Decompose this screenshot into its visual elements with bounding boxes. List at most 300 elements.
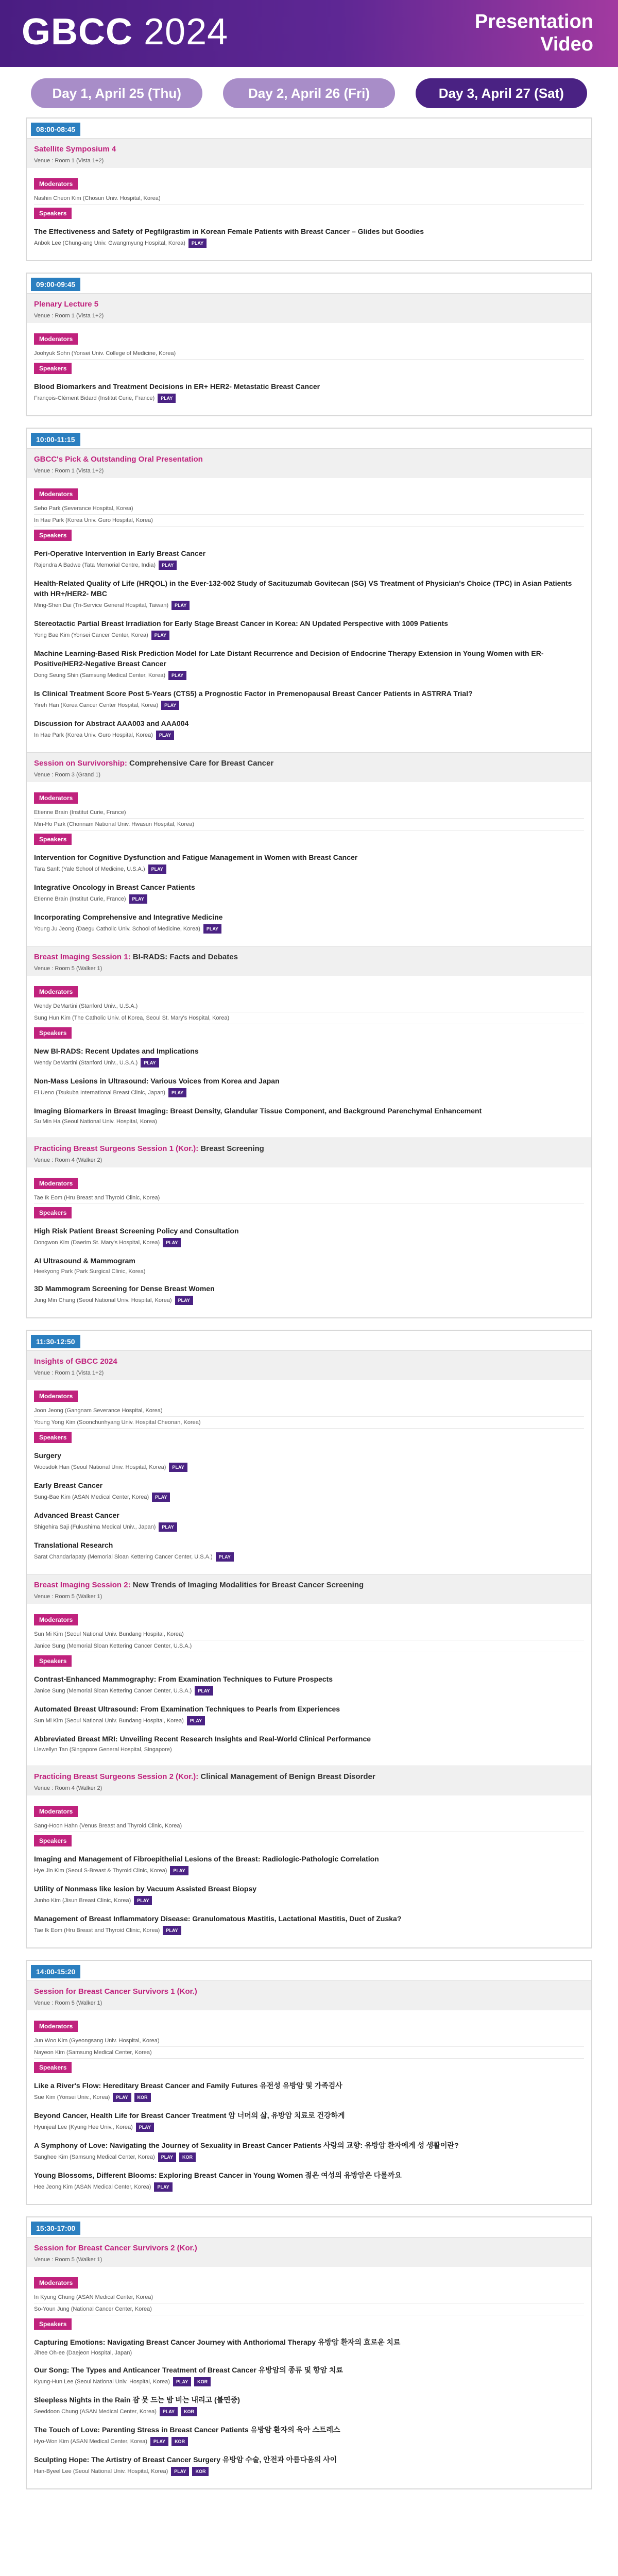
- session-body: [27, 782, 591, 946]
- time-header: [27, 429, 591, 448]
- talk-speaker-name: Anbok Lee (Chung-ang Univ. Gwangmyung Hospital, Korea): [34, 240, 185, 246]
- talk-title: New BI-RADS: Recent Updates and Implications: [34, 1047, 199, 1055]
- talk-title: Health-Related Quality of Life (HRQOL) in the Ever-132-002 Study of Sacituzumab Govitecan (SG) VS Treatment of Physician's Choice (TPC) in Asian Patients with HR+/HER2- MBC: [34, 579, 572, 598]
- session: [27, 138, 591, 260]
- session-title-main: Insights of GBCC 2024: [34, 1357, 117, 1366]
- talk-item: [34, 1222, 584, 1251]
- moderators-badge: Moderators: [34, 2021, 78, 2032]
- session: [27, 448, 591, 752]
- speakers-badge: Speakers: [34, 1207, 72, 1218]
- play-video-button[interactable]: PLAY: [203, 924, 221, 934]
- time-block: [26, 1330, 592, 1948]
- talk-title: Utility of Nonmass like lesion by Vacuum Assisted Breast Biopsy: [34, 1885, 257, 1893]
- talk-speaker-name: Han-Byeel Lee (Seoul National Univ. Hospital, Korea): [34, 2468, 168, 2475]
- header-title-line1: Presentation: [474, 11, 593, 32]
- talk-speaker: [34, 1686, 584, 1696]
- talk-speaker-name: Llewellyn Tan (Singapore General Hospital, Singapore): [34, 1747, 172, 1753]
- time-badge: 15:30-17:00: [31, 2222, 80, 2235]
- talk-title: Surgery: [34, 1451, 61, 1460]
- talk-speaker-name: Junho Kim (Jisun Breast Clinic, Korea): [34, 1897, 131, 1904]
- talk-speaker: [34, 1463, 584, 1472]
- session-body: [27, 1795, 591, 1947]
- session-body: [27, 168, 591, 260]
- talk-speaker-name: Hyunjeal Lee (Kyung Hee Univ., Korea): [34, 2124, 133, 2130]
- time-header: [27, 1331, 591, 1350]
- talk-item: [34, 1101, 584, 1129]
- language-badge: KOR: [134, 2093, 151, 2102]
- moderators-badge: Moderators: [34, 488, 78, 500]
- play-video-button[interactable]: PLAY: [159, 561, 177, 570]
- session-title-main: Satellite Symposium 4: [34, 145, 116, 154]
- talk-item: [34, 908, 584, 938]
- moderators-badge: Moderators: [34, 986, 78, 997]
- play-video-button[interactable]: PLAY: [129, 894, 147, 904]
- talk-title: Discussion for Abstract AAA003 and AAA004: [34, 719, 189, 727]
- talk-speaker-name: Shigehira Saji (Fukushima Medical Univ., Japan): [34, 1523, 156, 1530]
- talk-item: [34, 2361, 584, 2391]
- play-video-button[interactable]: PLAY: [161, 701, 179, 710]
- session-venue: Venue : Room 1 (Vista 1+2): [34, 1370, 104, 1376]
- talk-title: Abbreviated Breast MRI: Unveiling Recent Research Insights and Real-World Clinical Performance: [34, 1735, 371, 1743]
- talk-speaker-name: Yireh Han (Korea Cancer Center Hospital, Korea): [34, 702, 159, 708]
- talk-item: [34, 1476, 584, 1506]
- moderators-badge: Moderators: [34, 178, 78, 190]
- session-title[interactable]: [34, 300, 584, 309]
- play-video-button[interactable]: PLAY: [134, 1896, 152, 1905]
- talk-title: Contrast-Enhanced Mammography: From Examination Techniques to Future Prospects: [34, 1675, 333, 1683]
- time-header: [27, 1961, 591, 1980]
- session-title-main: Breast Imaging Session 1:: [34, 953, 131, 961]
- talk-item: [34, 1446, 584, 1476]
- talk-item: [34, 2136, 584, 2166]
- session-title-main: Breast Imaging Session 2:: [34, 1581, 131, 1589]
- talk-speaker-name: Janice Sung (Memorial Sloan Kettering Cancer Center, U.S.A.): [34, 1687, 192, 1694]
- talk-item: [34, 614, 584, 644]
- talk-speaker-name: Dongwon Kim (Daerim St. Mary's Hospital, Korea): [34, 1239, 160, 1246]
- session: [27, 1766, 591, 1947]
- talk-title: Incorporating Comprehensive and Integrative Medicine: [34, 913, 223, 921]
- talk-speaker: [34, 2467, 584, 2476]
- time-block: [26, 117, 592, 261]
- session-title-main: Session for Breast Cancer Survivors 2 (Kor.): [34, 2244, 197, 2252]
- talk-item: [34, 1251, 584, 1279]
- play-video-button[interactable]: PLAY: [156, 731, 174, 740]
- play-video-button[interactable]: PLAY: [160, 2407, 178, 2416]
- play-video-button[interactable]: PLAY: [168, 1088, 186, 1097]
- talk-speaker: [34, 631, 584, 640]
- moderator-name: So-Youn Jung (National Cancer Center, Korea): [34, 2303, 584, 2315]
- play-video-button[interactable]: PLAY: [175, 1296, 193, 1305]
- talk-speaker: [34, 1716, 584, 1725]
- talk-speaker: [34, 1058, 584, 1067]
- talk-speaker-name: Seeddoon Chung (ASAN Medical Center, Korea): [34, 2408, 157, 2415]
- talk-item: [34, 2076, 584, 2106]
- talk-title: Automated Breast Ultrasound: From Examination Techniques to Pearls from Experiences: [34, 1705, 340, 1713]
- play-video-button[interactable]: PLAY: [136, 2123, 154, 2132]
- speakers-badge: Speakers: [34, 1432, 72, 1443]
- moderator-name: Sang-Hoon Hahn (Venus Breast and Thyroid Clinic, Korea): [34, 1820, 584, 1832]
- talk-title: Imaging and Management of Fibroepithelial Lesions of the Breast: Radiologic-Pathologic Correlation: [34, 1855, 379, 1863]
- talk-speaker: [34, 1926, 584, 1935]
- talk-title: Blood Biomarkers and Treatment Decisions in ER+ HER2- Metastatic Breast Cancer: [34, 382, 320, 391]
- talk-speaker-name: Sarat Chandarlapaty (Memorial Sloan Kettering Cancer Center, U.S.A.): [34, 1553, 213, 1560]
- talk-item: [34, 1879, 584, 1909]
- time-block: [26, 428, 592, 1318]
- talk-speaker: [34, 701, 584, 710]
- session-venue: Venue : Room 1 (Vista 1+2): [34, 313, 104, 319]
- play-video-button[interactable]: PLAY: [173, 2377, 191, 2386]
- talk-speaker-name: Hye Jin Kim (Seoul S-Breast & Thyroid Clinic, Korea): [34, 1867, 167, 1874]
- page-header: [0, 0, 618, 67]
- play-video-button[interactable]: PLAY: [159, 1522, 177, 1532]
- talk-title: Integrative Oncology in Breast Cancer Patients: [34, 883, 195, 891]
- session-title-rest: Comprehensive Care for Breast Cancer: [127, 759, 274, 768]
- session: [27, 1574, 591, 1766]
- header-title: [475, 10, 593, 56]
- talk-title: High Risk Patient Breast Screening Policy and Consultation: [34, 1227, 239, 1235]
- talk-speaker-name: Kyung-Hun Lee (Seoul National Univ. Hospital, Korea): [34, 2378, 170, 2385]
- talk-speaker: [34, 239, 584, 248]
- talk-item: [34, 1850, 584, 1879]
- talk-item: [34, 848, 584, 878]
- session-title[interactable]: [34, 759, 584, 768]
- play-video-button[interactable]: PLAY: [171, 601, 190, 610]
- session-title-main: Session on Survivorship:: [34, 759, 127, 768]
- talk-speaker-name: Rajendra A Badwe (Tata Memorial Centre, India): [34, 562, 156, 568]
- talk-speaker: [34, 2377, 584, 2386]
- talk-item: [34, 1506, 584, 1536]
- talk-speaker: [34, 865, 584, 874]
- talk-item: [34, 574, 584, 614]
- session: [27, 752, 591, 946]
- talk-speaker-name: Ming-Shen Dai (Tri-Service General Hospital, Taiwan): [34, 602, 169, 608]
- session-title-main: Practicing Breast Surgeons Session 1 (Kor.):: [34, 1144, 199, 1153]
- talk-item: [34, 1700, 584, 1730]
- moderators-badge: Moderators: [34, 1391, 78, 1402]
- language-badge: KOR: [192, 2467, 209, 2476]
- talk-item: [34, 644, 584, 684]
- talk-speaker-name: Ei Ueno (Tsukuba International Breast Clinic, Japan): [34, 1089, 165, 1096]
- session-body: [27, 1604, 591, 1766]
- time-header: [27, 274, 591, 293]
- talk-item: [34, 544, 584, 574]
- logo-year-text: 2024: [133, 11, 229, 53]
- talk-title: Stereotactic Partial Breast Irradiation for Early Stage Breast Cancer in Korea: AN Updated Perspective with 1009 Patients: [34, 619, 448, 628]
- talk-title: Sculpting Hope: The Artistry of Breast Cancer Surgery 유방암 수술, 안전과 아름다움의 사이: [34, 2455, 337, 2464]
- talk-speaker-name: Tae Ik Eom (Hru Breast and Thyroid Clinic, Korea): [34, 1927, 160, 1934]
- play-video-button[interactable]: PLAY: [154, 2182, 172, 2192]
- moderator-name: In Kyung Chung (ASAN Medical Center, Korea): [34, 2292, 584, 2303]
- talk-item: [34, 1072, 584, 1101]
- language-badge: KOR: [194, 2377, 211, 2386]
- talk-title: Translational Research: [34, 1541, 113, 1549]
- speakers-badge: Speakers: [34, 1655, 72, 1667]
- session-title-rest: Breast Screening: [198, 1144, 264, 1153]
- play-video-button[interactable]: PLAY: [168, 671, 186, 680]
- talk-title: Non-Mass Lesions in Ultrasound: Various Voices from Korea and Japan: [34, 1077, 280, 1085]
- header-title-line2: Video: [540, 33, 593, 55]
- moderator-name: Young Yong Kim (Soonchunhyang Univ. Hospital Cheonan, Korea): [34, 1417, 584, 1429]
- language-badge: KOR: [171, 2437, 188, 2446]
- talk-item: [34, 377, 584, 407]
- moderators-badge: Moderators: [34, 792, 78, 804]
- speakers-badge: Speakers: [34, 1027, 72, 1039]
- talk-item: [34, 2450, 584, 2480]
- speakers-badge: Speakers: [34, 2062, 72, 2073]
- talk-item: [34, 684, 584, 714]
- talk-speaker-name: Hyo-Won Kim (ASAN Medical Center, Korea): [34, 2438, 147, 2445]
- talk-title: Capturing Emotions: Navigating Breast Cancer Journey with Anthoriomal Therapy 유방암 환자의 효로운 치료: [34, 2338, 401, 2346]
- talk-item: [34, 2166, 584, 2196]
- time-header: [27, 118, 591, 138]
- talk-speaker-name: Yong Bae Kim (Yonsei Cancer Center, Korea): [34, 632, 148, 638]
- play-video-button[interactable]: PLAY: [195, 1686, 213, 1696]
- tab-day-1[interactable]: Day 1, April 25 (Thu): [31, 78, 202, 108]
- talk-speaker: [34, 1493, 584, 1502]
- schedule: [0, 117, 618, 2489]
- talk-title: Machine Learning-Based Risk Prediction Model for Late Distant Recurrence and Decision of Endocrine Therapy Extension in Young Women with ER-Positive/HER2-Negative Breast Cancer: [34, 649, 544, 668]
- session-body: [27, 1380, 591, 1574]
- play-video-button[interactable]: PLAY: [169, 1463, 187, 1472]
- play-video-button[interactable]: PLAY: [113, 2093, 131, 2102]
- play-video-button[interactable]: PLAY: [148, 865, 166, 874]
- session-body: [27, 976, 591, 1138]
- talk-title: Is Clinical Treatment Score Post 5-Years (CTS5) a Prognostic Factor in Premenopausal Breast Cancer Patients in ASTRRA Trial?: [34, 689, 473, 698]
- session-title[interactable]: [34, 455, 584, 464]
- talk-speaker-name: Dong Seung Shin (Samsung Medical Center, Korea): [34, 672, 165, 679]
- talk-speaker: [34, 894, 584, 904]
- time-badge: 09:00-09:45: [31, 278, 80, 291]
- play-video-button[interactable]: PLAY: [158, 394, 176, 403]
- talk-speaker: [34, 394, 584, 403]
- time-header: [27, 2217, 591, 2237]
- talk-speaker: [34, 924, 584, 934]
- talk-title: Intervention for Cognitive Dysfunction and Fatigue Management in Women with Breast Cancer: [34, 853, 358, 861]
- play-video-button[interactable]: PLAY: [151, 631, 169, 640]
- talk-speaker-name: Jihee Oh-ee (Daejeon Hospital, Japan): [34, 2350, 132, 2356]
- moderators-badge: Moderators: [34, 333, 78, 345]
- talk-speaker-name: Su Min Ha (Seoul National Univ. Hospital, Korea): [34, 1118, 157, 1125]
- talk-title: Our Song: The Types and Anticancer Treatment of Breast Cancer 유방암의 종류 및 항암 치료: [34, 2366, 343, 2374]
- moderator-name: Nashin Cheon Kim (Chosun Univ. Hospital, Korea): [34, 193, 584, 205]
- speakers-badge: Speakers: [34, 363, 72, 374]
- session-title-main: Session for Breast Cancer Survivors 1 (Kor.): [34, 1987, 197, 1996]
- talk-speaker-name: Wendy DeMartini (Stanford Univ., U.S.A.): [34, 1059, 138, 1066]
- session: [27, 1138, 591, 1317]
- play-video-button[interactable]: PLAY: [163, 1926, 181, 1935]
- moderator-name: Sun Mi Kim (Seoul National Univ. Bundang Hospital, Korea): [34, 1629, 584, 1640]
- talk-speaker: [34, 1746, 584, 1753]
- talk-speaker-name: Woosdok Han (Seoul National Univ. Hospital, Korea): [34, 1464, 166, 1470]
- session-venue: Venue : Room 4 (Walker 2): [34, 1157, 102, 1163]
- talk-speaker: [34, 1088, 584, 1097]
- talk-item: [34, 2333, 584, 2361]
- session-body: [27, 2267, 591, 2488]
- session-body: [27, 323, 591, 415]
- talk-speaker-name: Sue Kim (Yonsei Univ., Korea): [34, 2094, 110, 2100]
- talk-item: [34, 1536, 584, 1566]
- session: [27, 1980, 591, 2204]
- session-title[interactable]: [34, 1987, 584, 1996]
- session-title-main: GBCC's Pick & Outstanding Oral Presentation: [34, 455, 203, 464]
- talk-item: [34, 1042, 584, 1072]
- session-title[interactable]: [34, 1357, 584, 1366]
- talk-speaker-name: Jung Min Chang (Seoul National Univ. Hospital, Korea): [34, 1297, 172, 1303]
- time-badge: 10:00-11:15: [31, 433, 80, 446]
- talk-item: [34, 714, 584, 744]
- session-title-main: Plenary Lecture 5: [34, 300, 99, 309]
- moderator-name: Joohyuk Sohn (Yonsei Univ. College of Medicine, Korea): [34, 348, 584, 360]
- time-badge: 08:00-08:45: [31, 123, 80, 136]
- moderator-name: Nayeon Kim (Samsung Medical Center, Korea): [34, 2047, 584, 2059]
- talk-speaker: [34, 1522, 584, 1532]
- talk-speaker: [34, 601, 584, 610]
- session-venue: Venue : Room 5 (Walker 1): [34, 2257, 102, 2263]
- session-venue: Venue : Room 1 (Vista 1+2): [34, 468, 104, 474]
- talk-title: 3D Mammogram Screening for Dense Breast Women: [34, 1284, 215, 1293]
- talk-item: [34, 1279, 584, 1309]
- talk-speaker-name: Sung-Bae Kim (ASAN Medical Center, Korea): [34, 1494, 149, 1500]
- talk-speaker-name: Heekyong Park (Park Surgical Clinic, Korea): [34, 1268, 146, 1275]
- session-title[interactable]: [34, 953, 584, 961]
- talk-speaker-name: Sun Mi Kim (Seoul National Univ. Bundang Hospital, Korea): [34, 1717, 184, 1724]
- moderator-name: Tae Ik Eom (Hru Breast and Thyroid Clinic, Korea): [34, 1192, 584, 1204]
- talk-speaker: [34, 2407, 584, 2416]
- talk-speaker: [34, 1552, 584, 1562]
- talk-title: Peri-Operative Intervention in Early Breast Cancer: [34, 549, 206, 557]
- speakers-badge: Speakers: [34, 1835, 72, 1846]
- talk-title: AI Ultrasound & Mammogram: [34, 1257, 135, 1265]
- time-block: [26, 1960, 592, 2205]
- talk-item: [34, 1730, 584, 1757]
- speakers-badge: Speakers: [34, 2318, 72, 2330]
- tab-day-3[interactable]: Day 3, April 27 (Sat): [416, 78, 587, 108]
- moderators-badge: Moderators: [34, 1614, 78, 1625]
- time-badge: 11:30-12:50: [31, 1335, 80, 1348]
- language-badge: KOR: [181, 2407, 197, 2416]
- session-body: [27, 2010, 591, 2204]
- session: [27, 2237, 591, 2488]
- session-body: [27, 478, 591, 752]
- time-badge: 14:00-15:20: [31, 1965, 80, 1978]
- talk-title: The Touch of Love: Parenting Stress in Breast Cancer Patients 유방암 환자의 육아 스트레스: [34, 2426, 340, 2434]
- moderators-badge: Moderators: [34, 2277, 78, 2289]
- talk-item: [34, 1670, 584, 1700]
- talk-title: The Effectiveness and Safety of Pegfilgrastim in Korean Female Patients with Breast Cancer – Glides but Goodies: [34, 227, 424, 235]
- session-title-rest: Clinical Management of Benign Breast Disorder: [198, 1772, 375, 1781]
- play-video-button[interactable]: PLAY: [170, 1866, 188, 1875]
- play-video-button[interactable]: PLAY: [152, 1493, 170, 1502]
- session-venue: Venue : Room 3 (Grand 1): [34, 772, 101, 778]
- tab-day-2[interactable]: Day 2, April 26 (Fri): [223, 78, 394, 108]
- session-title[interactable]: [34, 1144, 584, 1153]
- talk-item: [34, 2420, 584, 2450]
- play-video-button[interactable]: PLAY: [163, 1238, 181, 1247]
- talk-item: [34, 1909, 584, 1939]
- moderator-name: Janice Sung (Memorial Sloan Kettering Cancer Center, U.S.A.): [34, 1640, 584, 1652]
- talk-speaker: [34, 1118, 584, 1125]
- talk-speaker: [34, 731, 584, 740]
- moderator-name: Seho Park (Severance Hospital, Korea): [34, 503, 584, 515]
- talk-speaker: [34, 671, 584, 680]
- session-title-rest: BI-RADS: Facts and Debates: [130, 953, 238, 961]
- moderator-name: Min-Ho Park (Chonnam National Univ. Hwasun Hospital, Korea): [34, 819, 584, 831]
- talk-title: Management of Breast Inflammatory Disease: Granulomatous Mastitis, Lactational Mastitis, Duct of Zuska?: [34, 1914, 402, 1923]
- session-title[interactable]: [34, 1581, 584, 1589]
- talk-title: Early Breast Cancer: [34, 1481, 103, 1489]
- play-video-button[interactable]: PLAY: [188, 239, 207, 248]
- session-venue: Venue : Room 1 (Vista 1+2): [34, 158, 104, 164]
- talk-speaker: [34, 1866, 584, 1875]
- talk-speaker-name: Etienne Brain (Institut Curie, France): [34, 895, 126, 902]
- talk-speaker: [34, 2093, 584, 2102]
- talk-speaker: [34, 561, 584, 570]
- gbcc-logo[interactable]: [22, 11, 228, 53]
- moderator-name: In Hae Park (Korea Univ. Guro Hospital, Korea): [34, 515, 584, 527]
- talk-item: [34, 2106, 584, 2136]
- talk-item: [34, 878, 584, 908]
- talk-title: A Symphony of Love: Navigating the Journey of Sexuality in Breast Cancer Patients 사랑의 교향: 유방암 환자에게 성 생활이란?: [34, 2141, 459, 2149]
- language-badge: KOR: [179, 2153, 196, 2162]
- play-video-button[interactable]: PLAY: [216, 1552, 234, 1562]
- session-venue: Venue : Room 5 (Walker 1): [34, 2000, 102, 2006]
- talk-item: [34, 2391, 584, 2420]
- talk-item: [34, 222, 584, 252]
- session-title[interactable]: [34, 145, 584, 154]
- moderator-name: Etienne Brain (Institut Curie, France): [34, 807, 584, 819]
- talk-speaker-name: François-Clément Bidard (Institut Curie, France): [34, 395, 155, 401]
- talk-title: Advanced Breast Cancer: [34, 1511, 119, 1519]
- moderator-name: Wendy DeMartini (Stanford Univ., U.S.A.): [34, 1001, 584, 1012]
- talk-speaker-name: Young Ju Jeong (Daegu Catholic Univ. School of Medicine, Korea): [34, 925, 200, 932]
- time-block: [26, 273, 592, 416]
- session: [27, 946, 591, 1138]
- talk-speaker: [34, 1296, 584, 1305]
- session: [27, 293, 591, 415]
- session-venue: Venue : Room 5 (Walker 1): [34, 1594, 102, 1600]
- play-video-button[interactable]: PLAY: [171, 2467, 189, 2476]
- talk-speaker-name: Tara Sanft (Yale School of Medicine, U.S.A.): [34, 866, 145, 872]
- play-video-button[interactable]: PLAY: [187, 1716, 205, 1725]
- talk-title: Sleepless Nights in the Rain 잠 못 드는 밤 비는 내리고 (불면증): [34, 2396, 240, 2404]
- talk-speaker-name: Sanghee Kim (Samsung Medical Center, Korea): [34, 2154, 155, 2160]
- session-title[interactable]: [34, 1772, 584, 1781]
- talk-title: Young Blossoms, Different Blooms: Exploring Breast Cancer in Young Women 젊은 여성의 유방암은 다를까요: [34, 2171, 402, 2179]
- session-title-main: Practicing Breast Surgeons Session 2 (Kor.):: [34, 1772, 199, 1781]
- time-block: [26, 2216, 592, 2489]
- talk-speaker: [34, 2123, 584, 2132]
- talk-speaker: [34, 2182, 584, 2192]
- speakers-badge: Speakers: [34, 834, 72, 845]
- play-video-button[interactable]: PLAY: [158, 2153, 176, 2162]
- session-title[interactable]: [34, 2244, 584, 2252]
- speakers-badge: Speakers: [34, 530, 72, 541]
- session-title-rest: New Trends of Imaging Modalities for Breast Cancer Screening: [130, 1581, 364, 1589]
- session-body: [27, 1167, 591, 1317]
- talk-speaker-name: In Hae Park (Korea Univ. Guro Hospital, Korea): [34, 732, 153, 738]
- talk-speaker: [34, 1896, 584, 1905]
- moderator-name: Sung Hun Kim (The Catholic Univ. of Korea, Seoul St. Mary's Hospital, Korea): [34, 1012, 584, 1024]
- talk-title: Like a River's Flow: Hereditary Breast Cancer and Family Futures 유전성 유방암 및 가족검사: [34, 2081, 342, 2090]
- session-venue: Venue : Room 5 (Walker 1): [34, 965, 102, 972]
- session: [27, 1350, 591, 1574]
- play-video-button[interactable]: PLAY: [141, 1058, 159, 1067]
- day-tabs: [0, 67, 618, 117]
- moderator-name: Joon Jeong (Gangnam Severance Hospital, Korea): [34, 1405, 584, 1417]
- moderators-badge: Moderators: [34, 1806, 78, 1817]
- talk-speaker: [34, 2437, 584, 2446]
- play-video-button[interactable]: PLAY: [150, 2437, 168, 2446]
